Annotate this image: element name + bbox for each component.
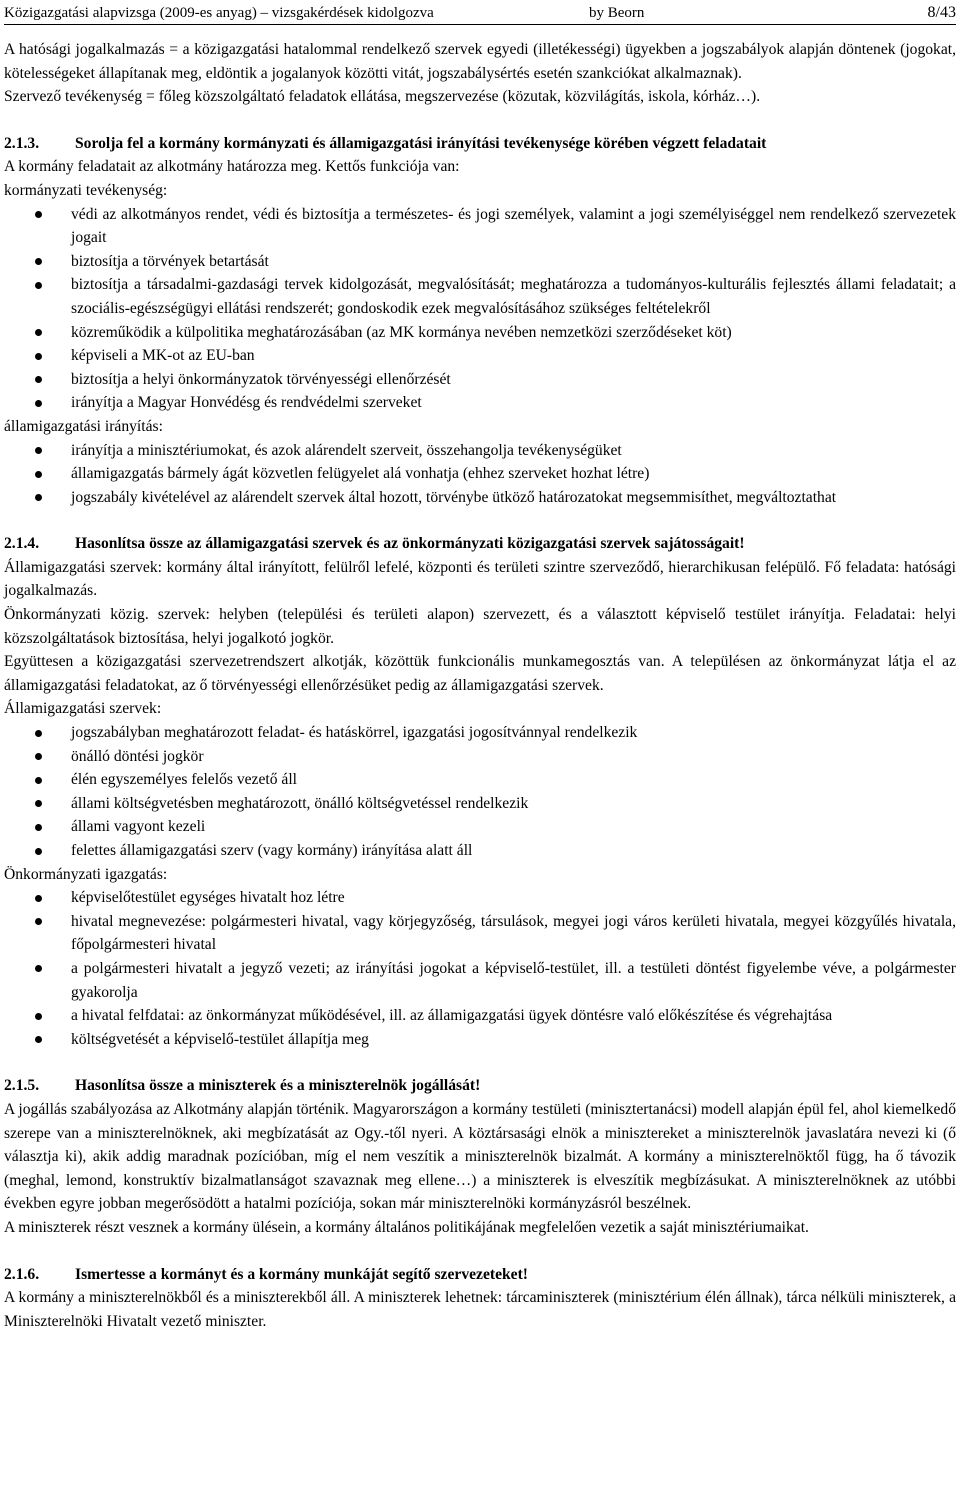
list-item: államigazgatás bármely ágát közvetlen felügyelet alá vonhatja (ehhez szerveket hozhat létre) [4, 462, 956, 486]
page-header [4, 2, 956, 25]
section-number: 2.1.6. [4, 1265, 40, 1283]
paragraph: Önkormányzati közig. szervek: helyben (települési és területi alapon) szervezett, és a választott képviselő testület irányítja. Feladatai: helyi közszolgáltatások biztosítása, helyi jogalkotó jogkör. [4, 606, 956, 647]
list-item: élén egyszemélyes felelős vezető áll [4, 768, 956, 792]
bullet-list [4, 721, 956, 863]
section-title: Sorolja fel a kormány kormányzati és államigazgatási irányítási tevékenysége körében végzett feladatait [75, 134, 767, 152]
section-heading-2-1-3 [4, 132, 956, 156]
paragraph: A kormány a miniszterelnökből és a miniszterekből áll. A miniszterek lehetnek: tárcaminiszterek (minisztérium élén állnak), tárca nélküli miniszterek, a Miniszterelnöki Hivatalt vezető miniszter. [4, 1289, 956, 1330]
paragraph: Államigazgatási szervek: kormány által irányított, felülről lefelé, központi és területi szintre szerveződő, hierarchikusan felépülő. Fő feladata: hatósági jogalkalmazás. [4, 558, 956, 600]
section-heading-2-1-6 [4, 1263, 956, 1287]
list-item: biztosítja a törvények betartását [4, 250, 956, 274]
list-item: állami vagyont kezeli [4, 815, 956, 839]
list-item: állami költségvetésben meghatározott, önálló költségvetéssel rendelkezik [4, 792, 956, 816]
list-item: jogszabály kivételével az alárendelt szervek által hozott, törvénybe ütköző határozatokat megsemmisíthet, megváltoztathat [4, 486, 956, 510]
intro-paragraph: A hatósági jogalkalmazás = a közigazgatási hatalommal rendelkező szervek egyedi (illetékességi) ügyekben a jogszabályok alapján döntenek (jogokat, kötelességeket állapítanak meg, eldöntik a jogalanyok közötti vitát, jogszabálysértés esetén szankciókat alkalmaznak). [4, 41, 956, 82]
list-item: képviselőtestület egységes hivatalt hoz létre [4, 886, 956, 910]
paragraph: Együttesen a közigazgatási szervezetrendszert alkotják, közöttük funkcionális munkamegosztás van. A településen az önkormányzat látja el az államigazgatási feladatokat, az ő törvényességi ellenőrzésüket pedig az államigazgatási szervek. [4, 653, 956, 694]
list-item: felettes államigazgatási szerv (vagy kormány) irányítása alatt áll [4, 839, 956, 863]
list-item: biztosítja a társadalmi-gazdasági tervek kidolgozását, megvalósítását; meghatározza a tudományos-kulturális fejlesztés állami feladatait; a szociális-egészségügyi ellátási rendszerét; gondoskodik ezek megvalósításához szükséges feltételekről [4, 273, 956, 320]
list-label: kormányzati tevékenység: [4, 181, 168, 199]
list-item: a polgármesteri hivatalt a jegyző vezeti; az irányítási jogokat a képviselő-testület, ill. a testületi döntést figyelembe véve, a polgármester gyakorolja [4, 957, 956, 1004]
section-gap [4, 1240, 956, 1263]
header-author: by Beorn [589, 5, 645, 21]
list-item: hivatal megnevezése: polgármesteri hivatal, vagy körjegyzőség, társulások, megyei jogi város kerületi hivatala, megyei közgyűlés hivatala, főpolgármesteri hivatal [4, 910, 956, 957]
bullet-list [4, 203, 956, 415]
bullet-list [4, 886, 956, 1051]
page-number: 8/43 [927, 4, 956, 21]
section-title: Ismertesse a kormányt és a kormány munkáját segítő szervezeteket! [75, 1265, 528, 1283]
list-item: közreműködik a külpolitika meghatározásában (az MK kormánya nevében nemzetközi szerződéseket köt) [4, 321, 956, 345]
list-item: irányítja a Magyar Honvédésg és rendvédelmi szerveket [4, 391, 956, 415]
list-item: költségvetését a képviselő-testület állapítja meg [4, 1028, 956, 1052]
list-label: Államigazgatási szervek: [4, 700, 162, 718]
list-item: védi az alkotmányos rendet, védi és biztosítja a természetes- és jogi személyek, valamint a jogi személyiséggel nem rendelkező szervezetek jogait [4, 203, 956, 250]
section-gap [4, 509, 956, 532]
list-item: önálló döntési jogkör [4, 745, 956, 769]
list-item: irányítja a minisztériumokat, és azok alárendelt szerveit, összehangolja tevékenységüket [4, 439, 956, 463]
section-number: 2.1.3. [4, 134, 40, 152]
list-item: biztosítja a helyi önkormányzatok törvényességi ellenőrzését [4, 368, 956, 392]
document-body [4, 38, 956, 1333]
paragraph: A miniszterek részt vesznek a kormány ülésein, a kormány általános politikájának megfelelően vezetik a saját minisztériumaikat. [4, 1218, 809, 1236]
section-number: 2.1.5. [4, 1077, 40, 1095]
intro-paragraph: Szervező tevékenység = főleg közszolgáltató feladatok ellátása, megszervezése (közutak, közvilágítás, iskola, kórház…). [4, 88, 761, 106]
section-title: Hasonlítsa össze a miniszterek és a miniszterelnök jogállását! [75, 1077, 481, 1095]
section-heading-2-1-4 [4, 532, 956, 556]
list-label: államigazgatási irányítás: [4, 417, 163, 435]
list-item: jogszabályban meghatározott feladat- és hatáskörrel, igazgatási jogosítvánnyal rendelkezik [4, 721, 956, 745]
section-number: 2.1.4. [4, 535, 40, 553]
section-gap [4, 109, 956, 132]
bullet-list [4, 439, 956, 510]
section-title: Hasonlítsa össze az államigazgatási szervek és az önkormányzati közigazgatási szervek sajátosságait! [75, 535, 745, 553]
list-item: képviseli a MK-ot az EU-ban [4, 344, 956, 368]
list-label: Önkormányzati igazgatás: [4, 865, 168, 883]
section-heading-2-1-5 [4, 1074, 956, 1098]
list-item: a hivatal felfdatai: az önkormányzat működésével, ill. az államigazgatási ügyek döntésre való előkészítése és végrehajtása [4, 1004, 956, 1028]
section-gap [4, 1051, 956, 1074]
paragraph: A jogállás szabályozása az Alkotmány alapján történik. Magyarországon a kormány testületi (minisztertanácsi) modell alapján épül fel, ahol kiemelkedő szerepe van a miniszterelnöknek, aki megbízatását az Ogy.-től nyeri. A köztársasági elnök a minisztereket a miniszterelnök javaslatára nevezi ki (ő választja ki), akik addig maradnak pozícióban, míg el nem veszítik a miniszterelnök bizalmát. A kormány a miniszterelnöktől függ, ha ő távozik (meghal, lemond, konstruktív bizalmatlanságot szavaznak meg ellene…) a miniszterek is elveszítik megbízásukat. A miniszterelnöknek az utóbbi években egyre jobban megerősödött a hatalmi pozíciója, sokan már miniszterelnöki kormányzásról beszélnek. [4, 1100, 956, 1213]
paragraph: A kormány feladatait az alkotmány határozza meg. Kettős funkciója van: [4, 158, 460, 176]
header-title: Közigazgatási alapvizsga (2009-es anyag) – vizsgakérdések kidolgozva [4, 5, 434, 21]
